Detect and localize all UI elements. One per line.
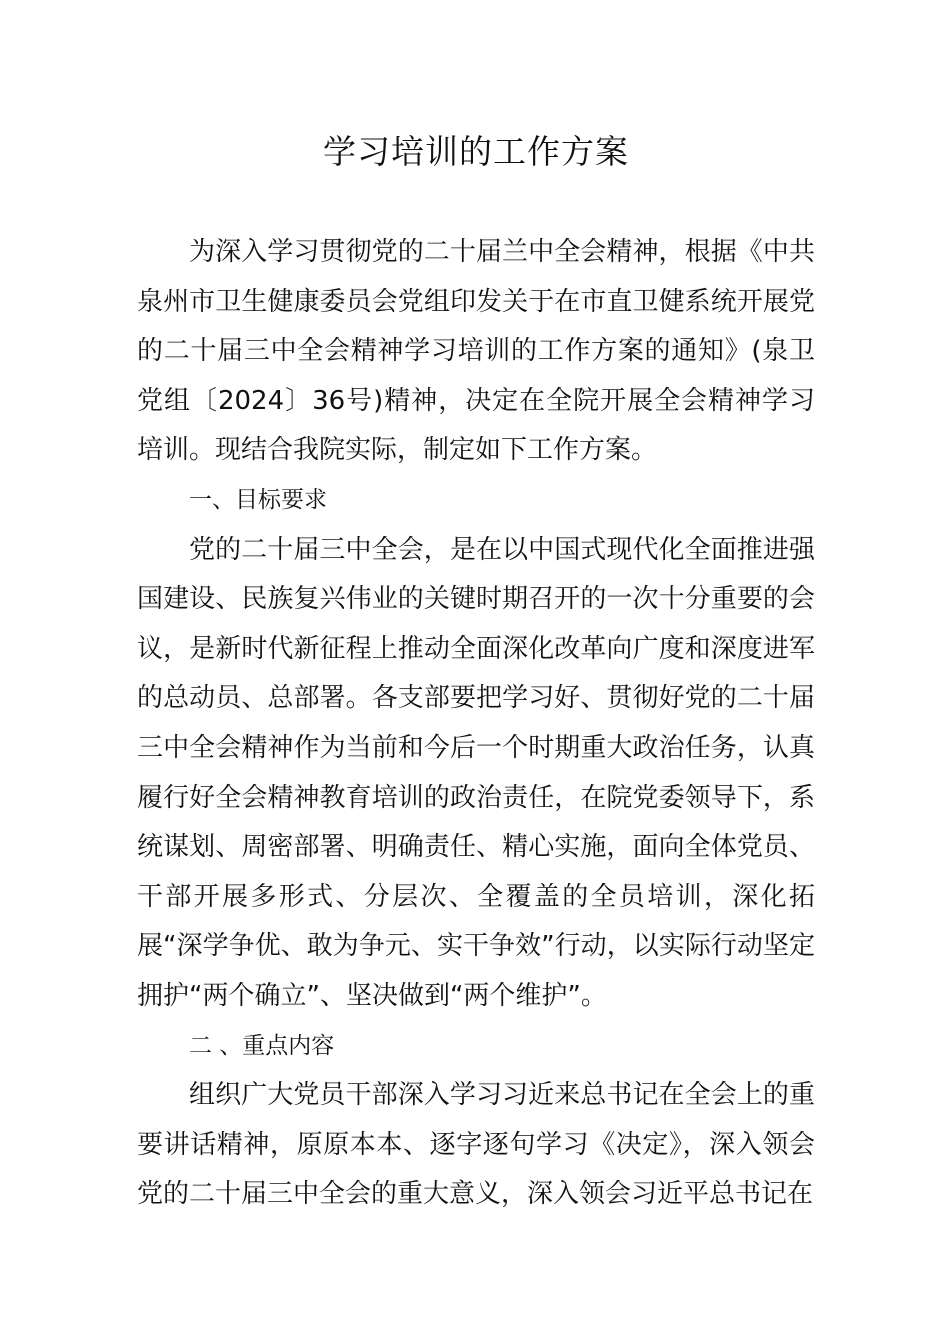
paragraph-intro: 为深入学习贯彻党的二十届兰中全会精神，根据《中共泉州市卫生健康委员会党组印发关于在市直卫健系统开展党的二十届三中全会精神学习培训的工作方案的通知》(泉卫党组〔2024〕36号)精神，决定在全院开展全会精神学习培训。现结合我院实际，制定如下工作方案。 <box>137 237 815 466</box>
document-body <box>137 228 815 1220</box>
section-heading-goals: 一、目标要求 <box>189 486 327 513</box>
paragraph-goals: 党的二十届三中全会，是在以中国式现代化全面推进强国建设、民族复兴伟业的关键时期召开的一次十分重要的会议，是新时代新征程上推动全面深化改革向广度和深度进军的总动员、总部署。各支部要把学习好、贯彻好党的二十届三中全会精神作为当前和今后一个时期重大政治任务，认真履行好全会精神教育培训的政治责任，在院党委领导下，系统谋划、周密部署、明确责任、精心实施，面向全体党员、干部开展多形式、分层次、全覆盖的全员培训，深化拓展“深学争优、敢为争元、实干争效”行动，以实际行动坚定拥护“两个确立”、坚决做到“两个维护”。 <box>137 534 815 1011</box>
section-heading-content: 二 、重点内容 <box>189 1032 335 1059</box>
paragraph-content: 组织广大党员干部深入学习习近来总书记在全会上的重要讲话精神，原原本本、逐字逐句学习《决定》，深入领会党的二十届三中全会的重大意义，深入领会习近平总书记在 <box>137 1080 815 1210</box>
document-title: 学习培训的工作方案 <box>323 132 629 171</box>
